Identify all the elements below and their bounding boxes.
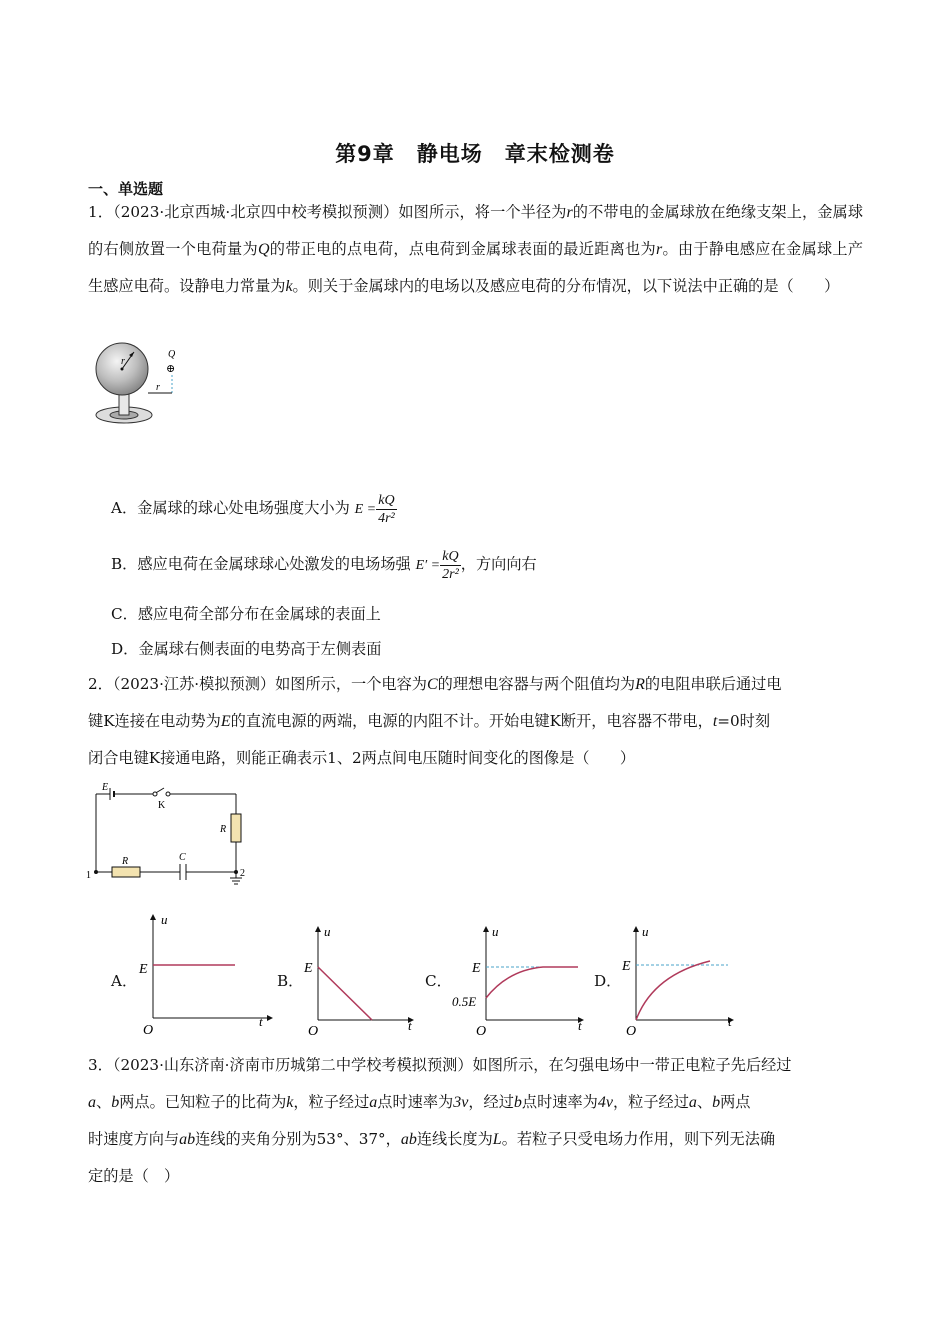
q1-option-b[interactable]: B．感应电荷在金属球球心处激发的电场场强 E′ = $\frac{kQ}{\text{2r²}}$ ，方向向右 <box>111 548 537 582</box>
q1-option-c[interactable]: C．感应电荷全部分布在金属球的表面上 <box>111 605 381 623</box>
graph-d[interactable] <box>618 920 748 1040</box>
e-label: E <box>472 961 481 976</box>
half-e-label: 0.5E <box>452 994 477 1009</box>
q1-option-d[interactable]: D．金属球右侧表面的电势高于左侧表面 <box>111 640 382 658</box>
origin-label: O <box>476 1024 487 1039</box>
metal-sphere-figure <box>92 342 192 454</box>
graph-b[interactable] <box>300 920 420 1040</box>
page-title: 第9章 静电场 章末检测卷 <box>335 142 615 166</box>
charge-label: Q <box>168 349 176 360</box>
e-label: E <box>139 962 148 977</box>
circuit-diagram <box>84 780 254 890</box>
origin-label: O <box>308 1024 319 1039</box>
question-3-text: 3．（2023·山东济南·济南市历城第二中学校考模拟预测）如图所示，在匀强电场中一带正电粒子先后经过 a、b两点。已知粒子的比荷为k，粒子经过a点时速率为3v，经过b点时速率为4v，粒子经过a、b两点 时速度方向与ab连线的夹角分别为53°、37°，ab连线长度为L。若粒子只受电场力作用，则下列无法确 定的是（ ） <box>88 1056 792 1185</box>
graph-d-label[interactable]: D． <box>594 972 622 990</box>
origin-label: O <box>626 1024 637 1039</box>
e-label: E <box>304 961 313 976</box>
t-axis-label: t <box>578 1018 582 1033</box>
graph-c-label[interactable]: C． <box>425 972 452 990</box>
capacitor-label: C <box>179 852 186 863</box>
origin-label: O <box>143 1023 154 1038</box>
u-axis-label: u <box>161 912 168 927</box>
node-1-label: 1 <box>86 870 91 881</box>
t-axis-label: t <box>408 1018 412 1033</box>
t-axis-label: t <box>259 1014 263 1029</box>
u-axis-label: u <box>324 924 331 939</box>
t-axis-label: t <box>728 1014 732 1029</box>
switch-label: K <box>158 800 166 811</box>
e-label: E <box>622 959 631 974</box>
node-2-label: 2 <box>240 868 245 879</box>
sphere-radius-label: r <box>121 356 125 367</box>
graph-a-label[interactable]: A． <box>111 972 138 990</box>
graph-a[interactable] <box>135 910 275 1040</box>
distance-label: r <box>156 382 160 393</box>
graph-b-label[interactable]: B． <box>277 972 304 990</box>
q1-option-a[interactable]: A．金属球的球心处电场强度大小为 E = $\frac{kQ}{\text{4r²}}$ <box>111 492 395 526</box>
plus-charge-symbol: ⊕ <box>166 363 176 375</box>
resistor-bottom-label: R <box>122 856 129 867</box>
section-heading: 一、单选题 <box>88 180 164 198</box>
u-axis-label: u <box>642 924 649 939</box>
graph-c[interactable] <box>448 920 588 1040</box>
question-1-text: 1．（2023·北京西城·北京四中校考模拟预测）如图所示，将一个半径为r的不带电的金属球放在绝缘支架上，金属球的右侧放置一个电荷量为Q的带正电的点电荷，点电荷到金属球表面的最近距离也为r。由于静电感应在金属球上产生感应电荷。设静电力常量为k。则关于金属球内的电场以及感应电荷的分布情况，以下说法中正确的是（ ） <box>88 203 864 295</box>
battery-label: E <box>102 782 109 793</box>
u-axis-label: u <box>492 924 499 939</box>
question-2-text: 2．（2023·江苏·模拟预测）如图所示，一个电容为C的理想电容器与两个阻值均为R的电阻串联后通过电 键K连接在电动势为E的直流电源的两端，电源的内阻不计。开始电键K断开，电容器不带电，t=0时刻 闭合电键K接通电路，则能正确表示1、2两点间电压随时间变化的图像是（ ） <box>88 675 782 767</box>
resistor-right-label: R <box>220 824 227 835</box>
